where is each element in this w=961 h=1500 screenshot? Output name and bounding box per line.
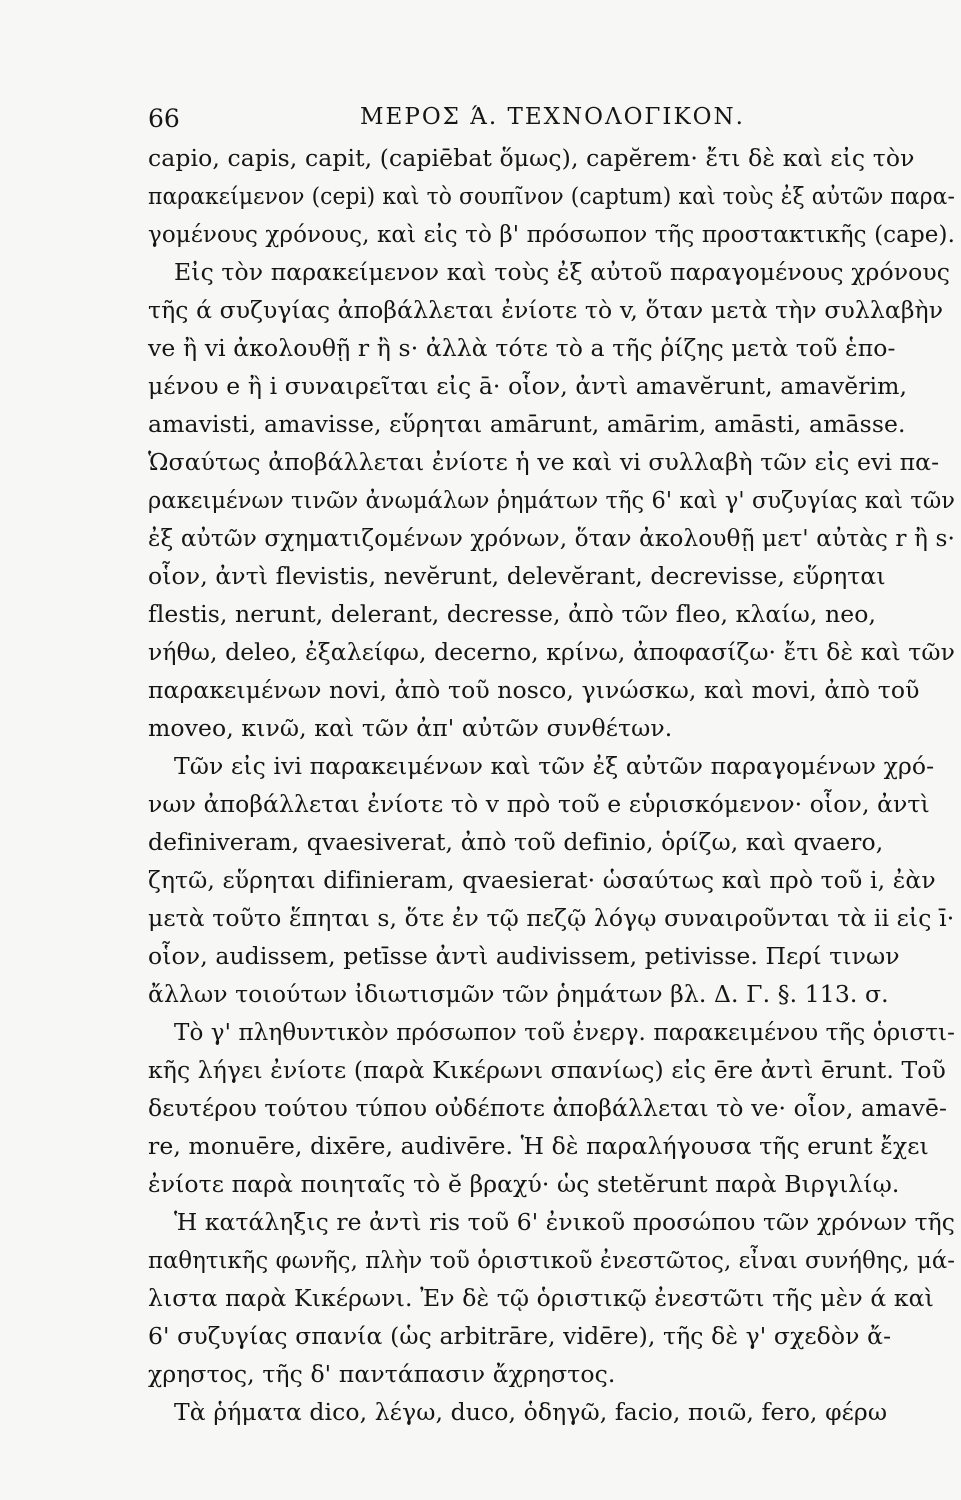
text-line: παρακειμένων novi, ἀπὸ τοῦ nosco, γινώσκω, καὶ movi, ἀπὸ τοῦ bbox=[148, 676, 920, 704]
text-line: ρακειμένων τινῶν ἀνωμάλων ῥημάτων τῆς 6' καὶ γ' συζυγίας καὶ τῶν bbox=[148, 486, 956, 514]
text-line: amavisti, amavisse, εὕρηται amārunt, amārim, amāsti, amāsse. bbox=[148, 410, 906, 438]
text-line: οἷον, audissem, petīsse ἀντὶ audivissem, petivisse. Περί τινων bbox=[148, 942, 900, 970]
text-line: γομένους χρόνους, καὶ εἰς τὸ β' πρόσωπον τῆς προστακτικῆς (cape). bbox=[148, 220, 955, 248]
text-line: παθητικῆς φωνῆς, πλὴν τοῦ ὁριστικοῦ ἐνεστῶτος, εἶναι συνήθης, μά- bbox=[148, 1246, 956, 1274]
page-header bbox=[148, 98, 948, 138]
text-line: χρηστος, τῆς δ' παντάπασιν ἄχρηστος. bbox=[148, 1360, 616, 1388]
text-line: ζητῶ, εὕρηται difinieram, qvaesierat· ὡσαύτως καὶ πρὸ τοῦ i, ἐὰν bbox=[148, 866, 936, 894]
text-line: τῆς ά συζυγίας ἀποβάλλεται ἐνίοτε τὸ v, ὅταν μετὰ τὴν συλλαβὴν bbox=[148, 296, 944, 324]
text-line: οἷον, ἀντὶ flevistis, nevĕrunt, delevĕrant, decrevisse, εὕρηται bbox=[148, 562, 886, 590]
text-line: ἄλλων τοιούτων ἰδιωτισμῶν τῶν ῥημάτων βλ. Δ. Γ. §. 113. σ. bbox=[148, 980, 889, 1008]
text-line: νων ἀποβάλλεται ἐνίοτε τὸ v πρὸ τοῦ e εὑρισκόμενον· οἷον, ἀντὶ bbox=[148, 790, 930, 818]
text-line: μένου e ἢ i συναιρεῖται εἰς ā· οἷον, ἀντὶ amavĕrunt, amavĕrim, bbox=[148, 372, 908, 400]
text-line: ἐξ αὐτῶν σχηματιζομένων χρόνων, ὅταν ἀκολουθῇ μετ' αὐτὰς r ἢ s· bbox=[148, 524, 955, 552]
text-line: Ἡ κατάληξις re ἀντὶ ris τοῦ 6' ἐνικοῦ προσώπου τῶν χρόνων τῆς bbox=[174, 1208, 955, 1236]
text-line: λιστα παρὰ Κικέρωνι. Ἐν δὲ τῷ ὁριστικῷ ἐνεστῶτι τῆς μὲν ά καὶ bbox=[148, 1284, 934, 1312]
text-line: Τὰ ῥήματα dico, λέγω, duco, ὁδηγῶ, facio, ποιῶ, fero, φέρω bbox=[174, 1398, 888, 1426]
text-line: re, monuēre, dixēre, audivēre. Ἡ δὲ παραλήγουσα τῆς erunt ἔχει bbox=[148, 1132, 929, 1160]
text-line: Εἰς τὸν παρακείμενον καὶ τοὺς ἐξ αὐτοῦ παραγομένους χρόνους bbox=[174, 258, 950, 286]
text-line: capio, capis, capit, (capiēbat ὅμως), capĕrem· ἔτι δὲ καὶ εἰς τὸν bbox=[148, 144, 915, 172]
text-line: δευτέρου τούτου τύπου οὐδέποτε ἀποβάλλεται τὸ ve· οἷον, amavē- bbox=[148, 1094, 948, 1122]
text-line: κῆς λήγει ἐνίοτε (παρὰ Κικέρωνι σπανίως) εἰς ēre ἀντὶ ērunt. Τοῦ bbox=[148, 1056, 946, 1084]
text-line: ve ἢ vi ἀκολουθῇ r ἢ s· ἀλλὰ τότε τὸ a τῆς ῥίζης μετὰ τοῦ ἑπο- bbox=[148, 334, 896, 362]
text-line: flestis, nerunt, delerant, decresse, ἀπὸ τῶν fleo, κλαίω, neo, bbox=[148, 600, 877, 628]
text-line: Τῶν εἰς ivi παρακειμένων καὶ τῶν ἐξ αὐτῶν παραγομένων χρό- bbox=[174, 752, 935, 780]
text-line: Ὡσαύτως ἀποβάλλεται ἐνίοτε ἡ ve καὶ vi συλλαβὴ τῶν εἰς evi πα- bbox=[148, 448, 940, 476]
text-line: μετὰ τοῦτο ἕπηται s, ὅτε ἐν τῷ πεζῷ λόγῳ συναιροῦνται τὰ ii εἰς ī· bbox=[148, 904, 955, 932]
text-line: definiveram, qvaesiverat, ἀπὸ τοῦ definio, ὁρίζω, καὶ qvaero, bbox=[148, 828, 884, 856]
text-line: νήθω, deleo, ἐξαλείφω, decerno, κρίνω, ἀποφασίζω· ἔτι δὲ καὶ τῶν bbox=[148, 638, 955, 666]
text-line: Τὸ γ' πληθυντικὸν πρόσωπον τοῦ ἐνεργ. παρακειμένου τῆς ὁριστι- bbox=[174, 1018, 956, 1046]
text-line: παρακείμενον (cepi) καὶ τὸ σουπῖνον (captum) καὶ τοὺς ἐξ αὐτῶν παρα- bbox=[148, 182, 955, 210]
text-line: moveo, κινῶ, καὶ τῶν ἀπ' αὐτῶν συνθέτων. bbox=[148, 714, 673, 742]
text-line: 6' συζυγίας σπανία (ὡς arbitrāre, vidēre), τῆς δὲ γ' σχεδὸν ἄ- bbox=[148, 1322, 892, 1350]
text-line: ἐνίοτε παρὰ ποιηταῖς τὸ ĕ βραχύ· ὡς stetĕrunt παρὰ Βιργιλίῳ. bbox=[148, 1170, 900, 1198]
page-number: 66 bbox=[148, 104, 180, 133]
running-head: ΜΕΡΟΣ Ά. ΤΕΧΝΟΛΟΓΙΚΟΝ. bbox=[360, 104, 745, 130]
